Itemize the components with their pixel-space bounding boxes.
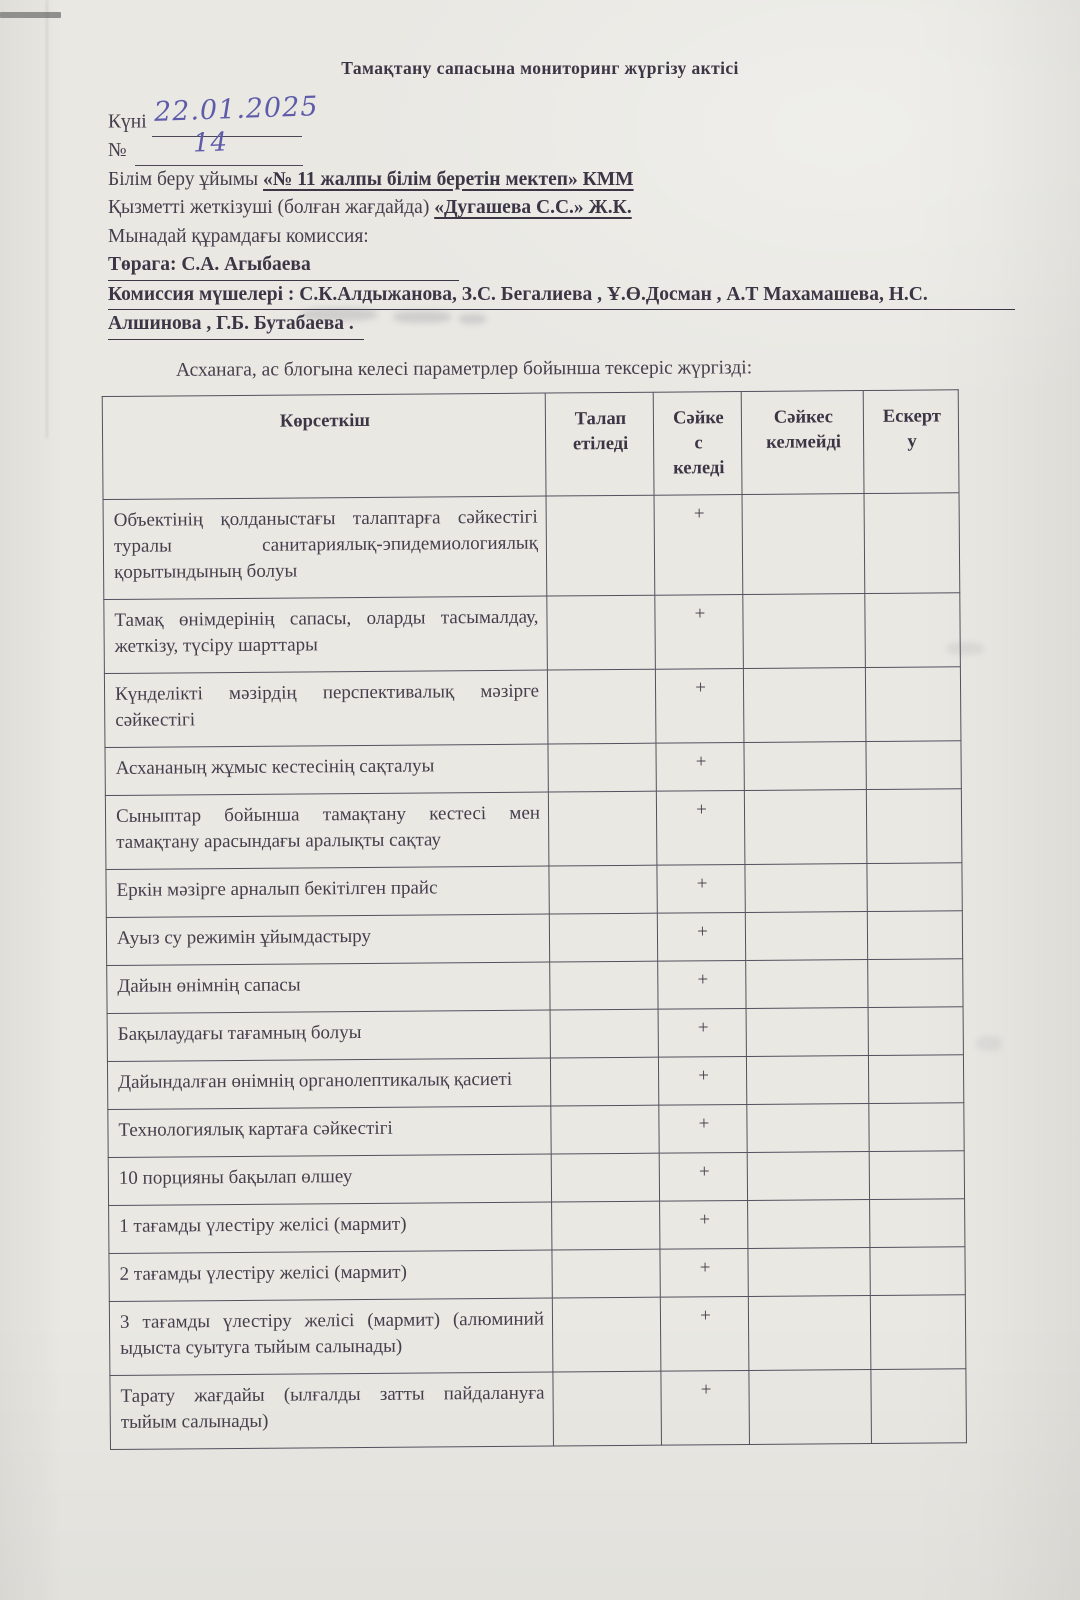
table-row xyxy=(106,862,962,917)
row-indicator: Дайындалған өнімнің органолептикалық қасиеті xyxy=(107,1058,550,1109)
provider-name: «Дугашева С.С.» Ж.К. xyxy=(434,197,632,218)
cell-required xyxy=(548,743,656,792)
cell-complies: + xyxy=(657,864,745,913)
cell-not-complies xyxy=(749,1369,872,1444)
row-indicator: 2 тағамды үлестіру желісі (мармит) xyxy=(109,1250,552,1301)
table-row xyxy=(107,958,963,1013)
members-names-1: Комиссия мүшелері : С.К.Алдыжанова, З.С. Бегалиева , Ұ.Ө.Досман , А.Т Махамашева, Н.С. xyxy=(108,281,1015,311)
cell-required xyxy=(552,1249,660,1298)
row-indicator: Ауыз су режимін ұйымдастыру xyxy=(106,914,549,965)
row-indicator: Объектінің қолданыстағы талаптарға сәйкестігі туралы санитариялық-эпидемиологиялық қорытындының болуы xyxy=(103,496,547,599)
cell-required xyxy=(547,669,656,744)
cell-required xyxy=(552,1201,660,1250)
cell-note xyxy=(869,1102,964,1151)
cell-note xyxy=(870,1294,966,1369)
cell-note xyxy=(865,592,961,667)
row-indicator: 3 тағамды үлестіру желісі (мармит) (алюминий ыдыста суытуга тыйым салынады) xyxy=(109,1298,553,1375)
table-row xyxy=(109,1198,965,1253)
number-value-handwritten: 14 xyxy=(192,126,230,159)
cell-complies: + xyxy=(655,594,744,669)
cell-note xyxy=(867,862,962,911)
ink-bleed-smudge xyxy=(301,308,377,321)
chair-name: Төрага: С.А. Агыбаева xyxy=(108,251,459,281)
cell-complies: + xyxy=(656,742,744,791)
cell-not-complies xyxy=(744,789,867,864)
cell-note xyxy=(871,1368,967,1443)
table-row xyxy=(109,1246,965,1301)
cell-complies: + xyxy=(657,912,745,961)
cell-not-complies xyxy=(746,1007,868,1056)
cell-note xyxy=(868,958,963,1007)
table-row xyxy=(107,1054,963,1109)
document-meta xyxy=(108,91,1015,340)
row-indicator: Дайын өнімнің сапасы xyxy=(107,962,550,1013)
col-header-indicator: Көрсеткіш xyxy=(102,393,546,499)
col-header-complies: Сәйке с келеді xyxy=(653,391,742,495)
ink-bleed-smudge xyxy=(459,314,486,324)
org-line xyxy=(108,166,1015,195)
date-value-handwritten: 22.01.2025 xyxy=(152,91,319,128)
cell-note xyxy=(864,492,960,593)
table-row xyxy=(104,666,961,747)
intro-paragraph: Асханага, ас блогына келесі параметрлер бойынша тексеріс жүргізді: xyxy=(175,356,753,381)
cell-not-complies xyxy=(748,1295,871,1370)
scan-edge-mark xyxy=(0,12,61,18)
cell-not-complies xyxy=(745,863,867,912)
table-row xyxy=(109,1294,966,1375)
cell-complies: + xyxy=(656,790,745,865)
cell-note xyxy=(865,666,961,741)
row-indicator: Еркін мәзірге арналып бекітілген прайс xyxy=(106,866,549,917)
cell-complies: + xyxy=(658,960,746,1009)
table-row xyxy=(105,740,961,795)
provider-label: Қызметті жеткізуші (болған жағдайда) xyxy=(108,197,430,218)
cell-required xyxy=(552,1297,661,1372)
cell-complies: + xyxy=(660,1248,748,1297)
cell-note xyxy=(867,910,962,959)
cell-note xyxy=(866,788,962,863)
cell-complies: + xyxy=(660,1296,749,1371)
paper-fold-crease xyxy=(46,0,48,438)
row-indicator: Асхананың жұмыс кестесінің сақталуы xyxy=(105,744,548,795)
ink-bleed-smudge xyxy=(393,311,451,323)
cell-not-complies xyxy=(746,1055,868,1104)
monitoring-table-wrapper xyxy=(102,389,966,1450)
checklist-body xyxy=(103,492,966,1449)
row-indicator: Тарату жағдайы (ылғалды затты пайдалануға тыйым салынады) xyxy=(110,1372,554,1449)
cell-note xyxy=(869,1150,964,1199)
table-row xyxy=(107,1006,963,1061)
document-title: Тамақтану сапасына мониторинг жүргізу актісі xyxy=(341,58,739,78)
date-label: Күні xyxy=(108,111,147,133)
row-indicator: Бақылаудағы тағамның болуы xyxy=(107,1010,550,1061)
org-name: «№ 11 жалпы білім беретін мектеп» КММ xyxy=(263,168,634,190)
chair-line xyxy=(108,251,1015,281)
table-row xyxy=(108,1150,964,1205)
cell-required xyxy=(550,1057,658,1106)
cell-not-complies xyxy=(742,493,865,594)
cell-complies: + xyxy=(660,1200,748,1249)
table-row xyxy=(110,1368,967,1449)
cell-complies: + xyxy=(654,494,743,595)
cell-required xyxy=(546,495,655,596)
cell-note xyxy=(868,1054,963,1103)
cell-required xyxy=(551,1153,659,1202)
table-header-row xyxy=(102,389,959,499)
table-row xyxy=(104,592,961,673)
row-indicator: Күнделікті мәзірдің перспективалық мәзірге сәйкестігі xyxy=(104,670,548,747)
row-indicator: Тамақ өнімдерінің сапасы, оларды тасымалдау, жеткізу, түсіру шарттары xyxy=(104,596,548,673)
cell-complies: + xyxy=(659,1104,747,1153)
cell-required xyxy=(549,865,657,914)
cell-not-complies xyxy=(744,741,866,790)
row-indicator: 1 тағамды үлестіру желісі (мармит) xyxy=(109,1202,552,1253)
cell-not-complies xyxy=(747,1103,869,1152)
cell-not-complies xyxy=(747,1151,869,1200)
row-indicator: Сыныптар бойынша тамақтану кестесі мен тамақтану арасындағы аралықты сақтау xyxy=(105,792,549,869)
number-label: № xyxy=(108,140,127,161)
cell-complies: + xyxy=(658,1008,746,1057)
monitoring-table xyxy=(102,389,967,1450)
ink-bleed-smudge xyxy=(976,1036,1002,1051)
members-line-2 xyxy=(108,310,1015,340)
col-header-note: Ескерт у xyxy=(863,389,959,493)
cell-required xyxy=(549,913,657,962)
cell-complies: + xyxy=(661,1370,750,1445)
cell-not-complies xyxy=(748,1247,870,1296)
cell-required xyxy=(550,961,658,1010)
cell-required xyxy=(548,791,657,866)
row-indicator: Технологиялық картаға сәйкестігі xyxy=(108,1106,551,1157)
cell-not-complies xyxy=(748,1199,870,1248)
cell-not-complies xyxy=(745,911,867,960)
cell-required xyxy=(551,1105,659,1154)
cell-required xyxy=(550,1009,658,1058)
cell-not-complies xyxy=(743,667,866,742)
col-header-not-complies: Сәйкес келмейді xyxy=(741,390,864,494)
cell-note xyxy=(868,1006,963,1055)
col-header-required: Талап етіледі xyxy=(545,392,654,496)
cell-complies: + xyxy=(658,1056,746,1105)
table-row xyxy=(105,788,962,869)
number-line xyxy=(108,126,1015,166)
provider-line xyxy=(108,194,1015,223)
cell-not-complies xyxy=(743,593,866,668)
commission-intro-line: Мынадай құрамдағы комиссия: xyxy=(108,225,369,247)
cell-complies: + xyxy=(659,1152,747,1201)
members-line-1 xyxy=(108,281,1015,311)
table-row xyxy=(103,492,960,599)
table-row xyxy=(106,910,962,965)
table-row xyxy=(108,1102,964,1157)
date-line xyxy=(108,91,1015,137)
members-names-2: Алшинова , Г.Б. Бутабаева . xyxy=(108,310,364,340)
cell-note xyxy=(866,740,961,789)
cell-complies: + xyxy=(655,668,744,743)
cell-note xyxy=(870,1246,965,1295)
org-label: Білім беру ұйымы xyxy=(108,168,259,190)
cell-required xyxy=(547,595,656,670)
cell-required xyxy=(553,1371,662,1446)
cell-not-complies xyxy=(746,959,868,1008)
row-indicator: 10 порцияны бақылап өлшеу xyxy=(108,1154,551,1205)
cell-note xyxy=(870,1198,965,1247)
number-field xyxy=(135,126,303,166)
